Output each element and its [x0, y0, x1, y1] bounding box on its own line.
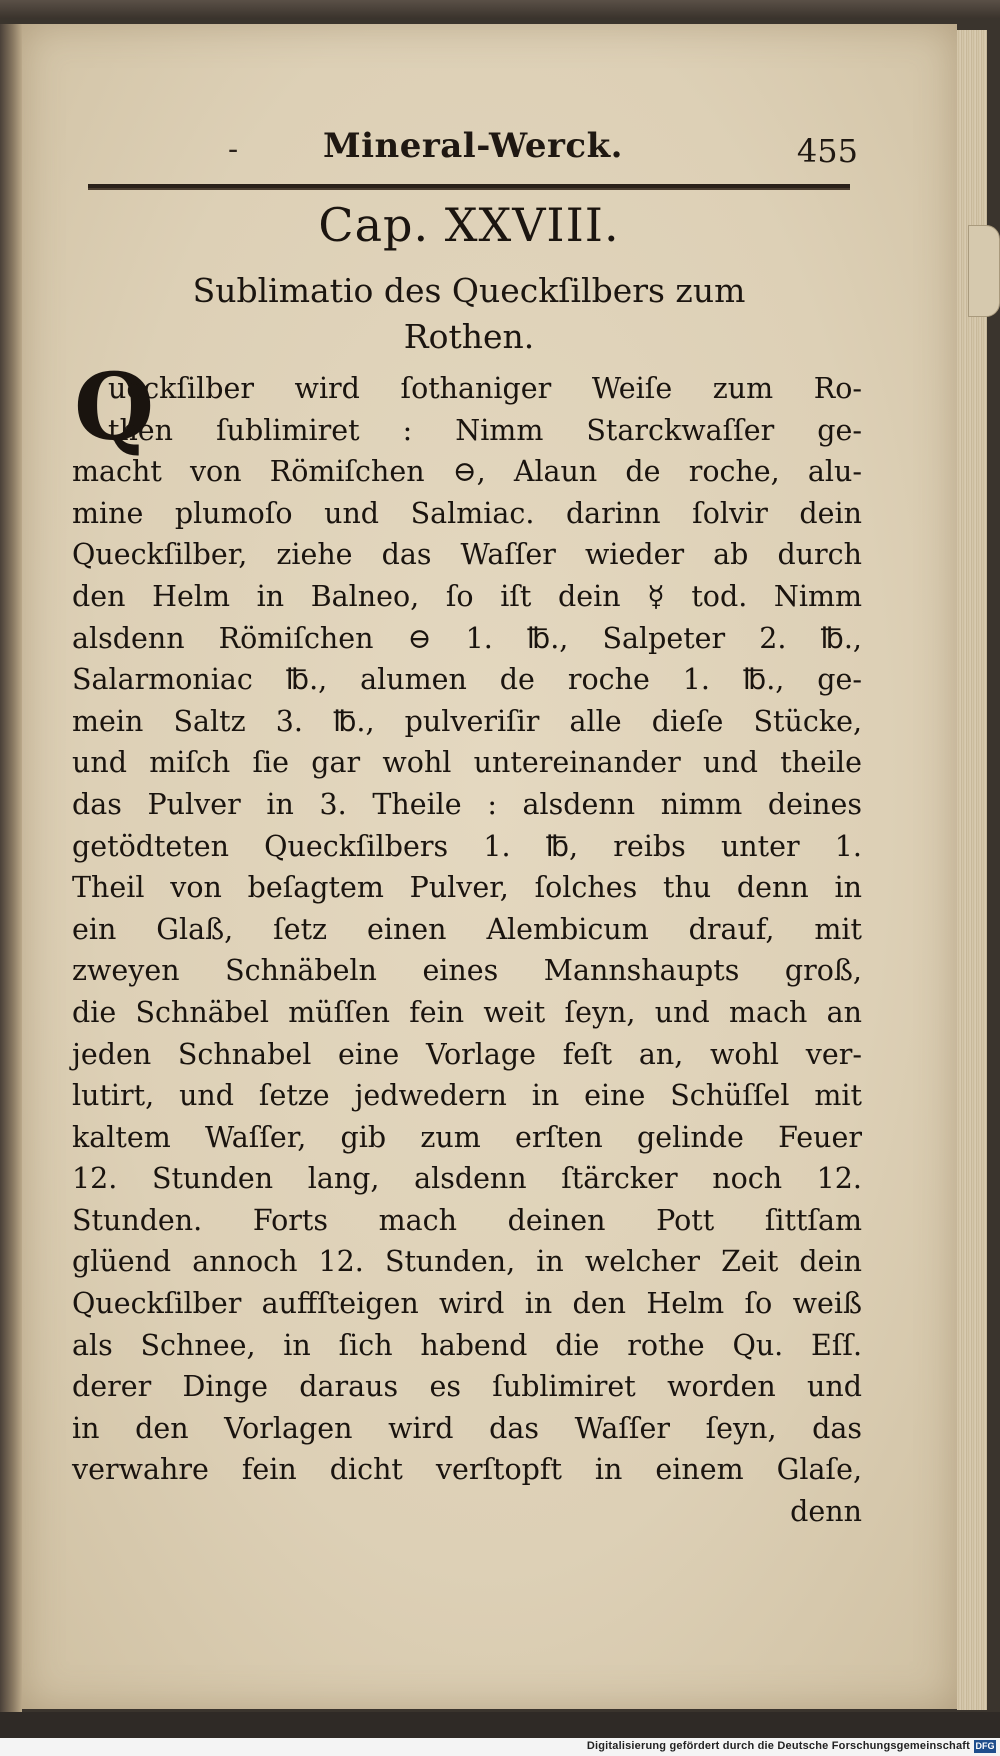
header-dash: -	[228, 132, 239, 167]
text-line: jeden Schnabel eine Vorlage feſt an, wohl ver-	[72, 1037, 862, 1071]
text-line: die Schnäbel müſſen fein weit ſeyn, und mach an	[72, 995, 862, 1029]
dfg-logo: DFG	[975, 1741, 995, 1751]
footer-credit: Digitalisierung gefördert durch die Deutsche Forschungsgemeinschaft	[586, 1740, 970, 1752]
text-line: then ſublimiret : Nimm Starckwaſſer ge-	[108, 413, 862, 447]
page-number: 455	[796, 132, 858, 170]
text-line: Queckſilber, ziehe das Waſſer wieder ab durch	[72, 538, 862, 572]
drop-cap: Q	[74, 353, 155, 461]
text-line: Queckſilber auffſteigen wird in den Helm ſo weiß	[72, 1287, 862, 1321]
scan-top-edge	[0, 0, 1000, 18]
text-line: das Pulver in 3. Theile : alsdenn nimm deines	[72, 787, 862, 821]
text-line: macht von Römiſchen ⊖, Alaun de roche, alu-	[72, 455, 862, 489]
text-line: lutirt, und ſetze jedwedern in eine Schüſſel mit	[72, 1079, 862, 1113]
book-spine-edge	[0, 24, 22, 1714]
scan-bottom-edge	[0, 1712, 1000, 1738]
running-head: Mineral-Werck.	[322, 126, 624, 166]
page-header	[88, 120, 858, 180]
catchword: denn	[790, 1495, 862, 1529]
body-text	[72, 368, 862, 1533]
text-line: zweyen Schnäbeln eines Mannshaupts groß,	[72, 954, 862, 988]
text-line: den Helm in Balneo, ſo iſt dein ☿ tod. Nimm	[72, 579, 862, 613]
text-line: glüend annoch 12. Stunden, in welcher Zeit dein	[72, 1245, 862, 1279]
text-line: in den Vorlagen wird das Waſſer ſeyn, das	[72, 1411, 862, 1445]
text-line: Salarmoniac ℔., alumen de roche 1. ℔., ge-	[72, 663, 862, 697]
subtitle-line: Rothen.	[403, 317, 535, 356]
text-line: als Schnee, in ſich habend die rothe Qu. Eſſ.	[72, 1328, 862, 1362]
text-line: mine plumoſo und Salmiac. darinn ſolvir dein	[72, 496, 862, 530]
text-line: ein Glaß, ſetz einen Alembicum drauf, mit	[72, 912, 862, 946]
chapter-subtitle	[88, 268, 850, 360]
text-line: ueckſilber wird ſothaniger Weiſe zum Ro-	[108, 372, 862, 405]
text-line: derer Dinge daraus es ſublimiret worden und	[72, 1370, 862, 1404]
text-line: Stunden. Forts mach deinen Pott ſittſam	[72, 1203, 862, 1237]
header-rule	[88, 184, 850, 190]
text-line: mein Saltz 3. ℔., pulveriſir alle dieſe Stücke,	[72, 704, 862, 738]
text-line: und miſch ſie gar wohl untereinander und theile	[72, 746, 862, 780]
subtitle-line: Sublimatio des Queckſilbers zum	[192, 271, 746, 310]
text-line: verwahre fein dicht verſtopft in einem Glaſe,	[72, 1453, 862, 1487]
text-line: alsdenn Römiſchen ⊖ 1. ℔., Salpeter 2. ℔.,	[72, 621, 862, 655]
text-line: getödteten Queckſilbers 1. ℔, reibs unter 1.	[72, 829, 862, 863]
text-line: Theil von beſagtem Pulver, ſolches thu denn in	[72, 871, 862, 905]
text-line: kaltem Waſſer, gib zum erſten gelinde Feuer	[72, 1120, 862, 1154]
page-fold-tab	[968, 225, 1000, 317]
chapter-title: Cap. XXVIII.	[318, 198, 620, 252]
digitization-footer	[0, 1738, 1000, 1756]
text-line: 12. Stunden lang, alsdenn ſtärcker noch 12.	[72, 1162, 862, 1196]
